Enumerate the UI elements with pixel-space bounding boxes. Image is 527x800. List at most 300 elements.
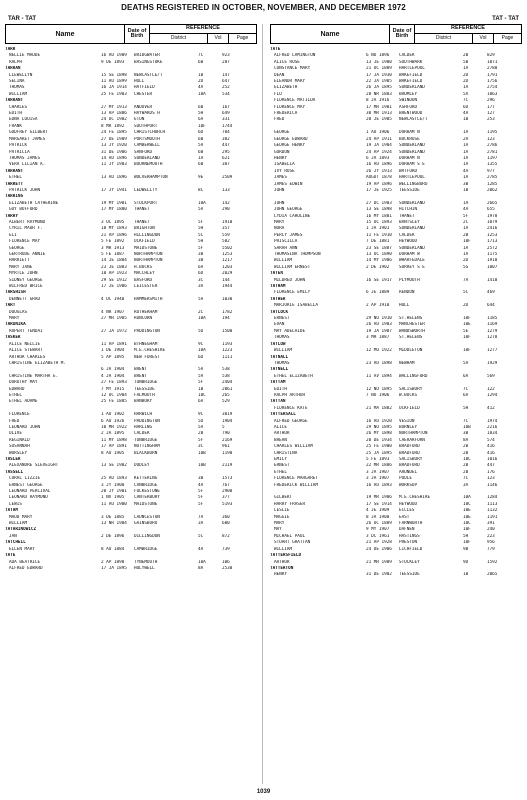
entry-district: DUDLEY xyxy=(134,463,150,469)
entry-page: 1185 xyxy=(487,316,498,322)
entry-name: MYRTLE JOHN xyxy=(9,271,38,277)
entry-vol: 3C xyxy=(198,277,204,283)
entry-date: 27 MR 1905 xyxy=(101,316,127,322)
entry-name: TARRY xyxy=(5,213,18,219)
entry-vol: 7C xyxy=(463,418,469,424)
entry-date: 17 JE 1925 xyxy=(366,187,392,193)
entry-vol: 1B xyxy=(463,572,469,578)
entry-name: ETHEL ELIZABETH xyxy=(274,373,313,379)
entry-name: JOHN xyxy=(274,200,285,206)
entry-vol: 10A xyxy=(463,495,471,501)
entry-vol: 2D xyxy=(463,303,469,309)
entry-vol: 6D xyxy=(198,130,204,136)
entry-name: TATE xyxy=(270,47,281,52)
entry-page: 391 xyxy=(487,521,495,527)
entry-page: 704 xyxy=(222,130,230,136)
entry-date: 16 AU 1909 xyxy=(101,53,127,59)
entry-district: MANCHESTER xyxy=(399,322,425,328)
entry-name: CHRISTINE MARTHA E. xyxy=(9,373,59,379)
entry-district: CHRISTCHURCH xyxy=(134,130,166,136)
entry-vol: 4A xyxy=(198,546,204,552)
entry-district: RUNCORN xyxy=(134,316,153,322)
entry-name: WILLIAM xyxy=(274,546,293,552)
entry-date: 16 AU 1920 xyxy=(366,418,392,424)
entry-vol: 10F xyxy=(198,123,206,129)
entry-vol: 6D xyxy=(463,104,469,110)
entry-page: 123 xyxy=(487,476,495,482)
entry-vol: 5A xyxy=(198,296,204,302)
entry-name: GUY BUFFORD xyxy=(9,207,38,213)
entry-district: BURNLEY xyxy=(399,424,418,430)
entry-date: 16 AU 1893 xyxy=(366,482,392,488)
entry-vol: 8C xyxy=(198,187,204,193)
entry-name: FLORENCE MARGARET xyxy=(274,476,318,482)
entry-row xyxy=(270,572,522,578)
entry-date: 11 JY 1903 xyxy=(101,162,127,168)
entry-name: GEORGE HENRY xyxy=(274,143,306,149)
entry-vol: 8A xyxy=(198,565,204,571)
entry-vol: 9C xyxy=(198,412,204,418)
entry-district: MIDDLETON xyxy=(399,348,423,354)
entry-vol: 2B xyxy=(463,53,469,59)
entry-district: CANTERBURY xyxy=(134,495,160,501)
entry-district: BRADFORD xyxy=(399,463,420,469)
entry-page: 649 xyxy=(222,111,230,117)
entry-vol: 9E xyxy=(198,175,204,181)
entry-name: SARAH ANN xyxy=(274,245,298,251)
entry-district: ST.HELENS xyxy=(399,335,423,341)
entry-date: 5 FE 1887 xyxy=(101,252,125,257)
entry-district: CHESTER xyxy=(134,91,153,97)
entry-name: REGINALD xyxy=(9,437,30,443)
entry-district: WHARFEDALE xyxy=(399,258,425,264)
entry-date: 29 SE 1912 xyxy=(101,277,127,283)
entry-district: H.BUCKS xyxy=(134,264,153,270)
entry-district: WOLVERHAMPTON xyxy=(134,175,168,181)
entry-name: ISABELLA xyxy=(274,162,295,168)
entry-name: BREAN xyxy=(274,437,287,443)
entry-district: BRIDGWATER xyxy=(134,53,160,59)
entry-page: 538 xyxy=(222,367,230,373)
entry-vol: 6A xyxy=(198,264,204,270)
entry-page: 829 xyxy=(487,53,495,59)
entry-district: SOUTHPORT xyxy=(134,123,158,129)
entry-vol: 8A xyxy=(463,437,469,443)
entry-district: FOLKESTONE xyxy=(134,489,160,495)
entry-page: 529 xyxy=(222,399,230,405)
entry-vol: 9B xyxy=(463,546,469,552)
entry-vol: 6B xyxy=(198,104,204,110)
entry-name: THOMAS xyxy=(274,360,290,366)
entry-page: 2572 xyxy=(487,245,498,251)
entry-page: 1910 xyxy=(487,258,498,264)
entry-vol: 10B xyxy=(198,463,206,469)
entry-district: CAMBRIDGE xyxy=(134,546,158,552)
entry-vol: 6D xyxy=(198,271,204,277)
entry-name: RALPH xyxy=(9,59,22,65)
entry-name: FLORENCE MAY xyxy=(9,239,41,245)
entry-name: TART xyxy=(5,303,16,309)
entry-name: TARSHISH xyxy=(5,290,26,296)
entry-name: JAMES EDWIN xyxy=(274,181,303,187)
entry-name: NORA xyxy=(274,226,285,232)
entry-name: SIDNEY GEORGE xyxy=(9,277,43,283)
entry-date: 8 JA 1900 xyxy=(366,514,390,520)
entry-name: TATTERSFIELD xyxy=(270,553,302,559)
entry-vol: 2D xyxy=(463,72,469,78)
entry-page: 582 xyxy=(222,239,230,245)
entry-vol: 10A xyxy=(198,316,206,322)
entry-page: 1910 xyxy=(222,219,233,225)
entry-name: WORSLEY xyxy=(9,450,28,456)
entry-vol: 7C xyxy=(463,476,469,482)
entry-district: CALDER xyxy=(399,232,415,238)
entry-district: NEWCASTLE/T xyxy=(134,72,163,78)
entry-page: 1278 xyxy=(487,335,498,341)
entry-name: MARY xyxy=(9,316,20,322)
entry-district: VESIUN xyxy=(399,418,415,424)
entry-date: 19 JA 1907 xyxy=(366,328,392,334)
entry-date: 7 MY 1915 xyxy=(101,386,125,392)
entry-name: ELIZABETH CATHERINE xyxy=(9,200,59,206)
entry-vol: 1A xyxy=(463,252,469,257)
entry-date: 15 OC 1893 xyxy=(366,219,392,225)
entry-date: 11 AU 1900 xyxy=(101,501,127,507)
entry-name: MARGARET JAMES xyxy=(9,136,46,142)
entry-date: 8 AU 1905 xyxy=(101,450,125,456)
entry-district: HARTLEPOOL xyxy=(399,175,425,181)
entry-name: ALBERT RAYMOND xyxy=(9,219,46,225)
entry-page: 377 xyxy=(222,495,230,501)
entry-page: 2786 xyxy=(487,143,498,149)
entry-date: 3 MR 1913 xyxy=(101,245,125,251)
entry-page: 1279 xyxy=(487,328,498,334)
entry-name: MARJORIE ISABELLA xyxy=(274,303,318,309)
page-header: Page xyxy=(229,34,257,44)
entry-vol: 10F xyxy=(463,335,471,341)
entry-vol: 10A xyxy=(198,559,206,565)
entry-vol: 10C xyxy=(463,521,471,527)
entry-name: THOMASINA THOMPSON xyxy=(274,252,321,257)
entry-district: SALISBURY xyxy=(399,457,423,462)
entry-date: 25 FE 1900 xyxy=(366,444,392,450)
entry-district: SOUTHWARK xyxy=(399,59,423,65)
vol-header: Vol xyxy=(208,34,229,44)
entry-name: TATNALL xyxy=(270,354,289,360)
date-of-birth-header: Date of Birth xyxy=(390,25,415,44)
entry-name: CHRISTINE ELIZABETH M. xyxy=(9,360,66,366)
entry-vol: 5A xyxy=(463,91,469,97)
entry-date: 6 JA 1904 xyxy=(101,367,125,373)
entry-district: POOLE xyxy=(399,476,412,482)
entry-name: GEORGE xyxy=(9,245,25,251)
entry-page: 1929 xyxy=(487,360,498,366)
entry-district: EAST xyxy=(399,514,410,520)
entry-page: 1169 xyxy=(487,322,498,328)
entry-district: BTHNEGHAM xyxy=(134,341,158,347)
entry-district: RUTHERHAM xyxy=(134,309,158,315)
entry-page: 1744 xyxy=(222,123,233,129)
entry-page: 1197 xyxy=(487,155,498,161)
entry-vol: 1A xyxy=(463,155,469,161)
entry-name: HARRY FRASER xyxy=(274,501,306,507)
entry-vol: 2B xyxy=(463,444,469,450)
entry-name: WILLIAM xyxy=(274,348,293,354)
entry-page: 416 xyxy=(487,450,495,456)
entry-district: DAFNEN xyxy=(399,527,415,533)
entry-name: ALFRED EDWARD xyxy=(9,565,43,571)
name-header: Name xyxy=(6,25,125,44)
entry-vol: 6A xyxy=(463,392,469,398)
entry-name: ELI xyxy=(9,232,17,238)
entry-name: LEONARD JOHN xyxy=(9,424,41,430)
entry-page: 1071 xyxy=(487,59,498,65)
entry-name: EVAN xyxy=(274,322,285,328)
entry-vol: 5C xyxy=(463,290,469,296)
entry-name: ALICE NELLIE xyxy=(9,341,41,347)
page-number: 1039 xyxy=(256,789,271,795)
right-entry-list xyxy=(270,47,522,579)
entry-page: 1284 xyxy=(487,495,498,501)
entry-district: BUCKROSE xyxy=(399,136,420,142)
entry-district: BASINGSTOKE xyxy=(134,59,163,65)
entry-vol: 1A xyxy=(463,200,469,206)
entry-date: 31 DE 1902 xyxy=(366,572,392,578)
column-divider xyxy=(262,24,263,784)
entry-name: TATTERTON xyxy=(270,565,294,571)
entry-date: 8 AU 1884 xyxy=(101,546,125,552)
entry-date: 13 JY 1920 xyxy=(101,143,127,149)
entry-date: 29 NO 1910 xyxy=(366,316,392,322)
entry-page: 2785 xyxy=(487,175,498,181)
entry-date: 1 AU 1902 xyxy=(101,412,125,418)
entry-date: 14 JE 1884 xyxy=(101,258,127,264)
entry-name: FLO xyxy=(274,91,282,97)
entry-name: TATLOCK xyxy=(270,309,289,315)
entry-date: 19 AP 1896 xyxy=(366,181,392,187)
entry-name: MARY xyxy=(274,219,285,225)
entry-district: UCKFIELD xyxy=(399,405,420,411)
entry-vol: 1A xyxy=(463,245,469,251)
entry-name: ALFRED LAMINGTON xyxy=(274,53,316,59)
entry-name: ALICE ROSE xyxy=(274,59,300,65)
entry-name: WILLIAM xyxy=(9,521,28,527)
entry-name: MARY JANE xyxy=(9,264,33,270)
entry-date: 4 JA 1904 xyxy=(101,373,125,379)
entry-date: 27 DC 1903 xyxy=(366,200,392,206)
entry-vol: 5H xyxy=(463,405,469,411)
entry-date: 11 AV 1894 xyxy=(366,373,392,379)
entry-vol: 6B xyxy=(198,59,204,65)
entry-date: 17 MY 1880 xyxy=(101,207,127,213)
entry-name: EDITH xyxy=(9,111,22,117)
entry-district: NORTHAMPTON xyxy=(134,258,163,264)
entry-page: 790 xyxy=(222,431,230,437)
entry-page: 1175 xyxy=(487,252,498,257)
entry-name: ARTHUR CHARLES xyxy=(9,354,46,360)
entry-vol: 6A xyxy=(198,117,204,123)
entry-vol: 3A xyxy=(198,521,204,527)
entry-date: 26 MY 1898 xyxy=(366,431,392,437)
entry-vol: 5G xyxy=(463,264,469,270)
entry-page: 1016 xyxy=(487,457,498,462)
entry-name: DENNETT GRAD xyxy=(9,296,41,302)
entry-district: HULL xyxy=(134,79,145,85)
entry-date: 24 FE 1895 xyxy=(101,130,127,136)
entry-page: 2065 xyxy=(487,572,498,578)
entry-name: PATRICIA xyxy=(9,149,30,155)
entry-date: 24 DE 1906 xyxy=(366,546,392,552)
entry-district: THANET xyxy=(134,219,150,225)
entry-page: 1007 xyxy=(487,264,498,270)
entry-name: TATLOW xyxy=(270,341,286,347)
entry-date: 3 JY 1900 xyxy=(101,482,125,488)
entry-name: ERNEST xyxy=(274,316,290,322)
entry-name: TATNELL xyxy=(270,367,289,373)
entry-name: ALEXANDRE SLEVEIGHT xyxy=(9,463,59,469)
entry-page: 122 xyxy=(487,386,495,392)
entry-district: DURHAM W xyxy=(399,252,420,257)
entry-district: HAYWARDS H xyxy=(134,111,160,117)
entry-district: HARLING xyxy=(134,424,153,430)
entry-date: 13 SE 1898 xyxy=(366,207,392,213)
entry-name: MILDRED JOHN xyxy=(274,277,306,283)
entry-date: 27 MY 1913 xyxy=(101,104,127,110)
entry-vol: 7C xyxy=(198,53,204,59)
entry-district: CAERARFORN xyxy=(399,437,425,443)
entry-district: PADDINGTON xyxy=(134,418,160,424)
entry-district: BRENTWOOD xyxy=(399,111,423,117)
entry-district: LEICESTER xyxy=(134,284,158,290)
entry-name: WILLIAM ERNEST xyxy=(274,264,311,270)
entry-district: TONBRIDGE xyxy=(134,437,158,443)
entry-name: TARRING xyxy=(5,194,24,200)
entry-page: 295 xyxy=(222,149,230,155)
entry-date: 2 JA 1895 xyxy=(101,431,125,437)
entry-district: PLYMOUTH xyxy=(399,277,420,283)
entry-date: 13 JE 1900 xyxy=(366,59,392,65)
entry-district: SALISBURY xyxy=(399,386,423,392)
entry-date: 17 JY 1941 xyxy=(101,187,127,193)
entry-page: 574 xyxy=(487,437,495,443)
entry-date: 17 JA 1895 xyxy=(101,565,127,571)
entry-name: MARY xyxy=(274,521,285,527)
entry-date: 4 OC 1940 xyxy=(101,296,125,302)
entry-name: PATRICK JOHN xyxy=(9,187,41,193)
entry-name: CHARLES xyxy=(9,104,28,110)
entry-page: 1782 xyxy=(222,309,233,315)
entry-page: 1573 xyxy=(222,476,233,482)
entry-date: 11 AU 1899 xyxy=(101,79,127,85)
entry-vol: 7A xyxy=(198,514,204,520)
entry-date: 27 FE 1893 xyxy=(101,380,127,386)
entry-district: BANTSLEY xyxy=(399,219,420,225)
entry-date: 23 AU 1898 xyxy=(366,360,392,366)
entry-page: 1974 xyxy=(487,418,498,424)
entry-page: 2029 xyxy=(222,271,233,277)
entry-district: NORTHAMPTON xyxy=(399,431,428,437)
entry-name: WILLIAM xyxy=(274,258,293,264)
entry-date: 17 JA 1930 xyxy=(366,72,392,78)
entry-date: 17 JE 1906 xyxy=(101,284,127,290)
entry-vol: 9D xyxy=(463,559,469,565)
entry-page: 416 xyxy=(487,444,495,450)
date-of-birth-header: Date of Birth xyxy=(125,25,150,44)
entry-district: FALMOUTH xyxy=(134,392,155,398)
district-header: District xyxy=(150,34,208,44)
entry-district: W.BUCKS xyxy=(399,392,418,398)
entry-vol: 10C xyxy=(463,457,471,462)
entry-date: 3 DC 1961 xyxy=(366,533,390,539)
entry-vol: 1B xyxy=(463,187,469,193)
entry-page: 106 xyxy=(222,559,230,565)
entry-district: TEESSIDE xyxy=(399,187,420,193)
entry-name: TATTAM xyxy=(270,380,286,386)
entry-district: NEW FOREST xyxy=(134,354,160,360)
entry-date: 16 JA 1914 xyxy=(101,85,127,91)
entry-name: NELLIE MAUDE xyxy=(9,53,41,59)
entry-vol: 1A xyxy=(463,149,469,155)
entry-page: 240 xyxy=(487,527,495,533)
entry-date: 23 JE 1883 xyxy=(101,264,127,270)
entry-district: SUNDERLAND xyxy=(134,155,160,161)
entry-district: HEYWOOD xyxy=(399,501,418,507)
entry-page: 2754 xyxy=(487,85,498,91)
entry-district: GAINSBORO xyxy=(134,521,158,527)
entry-name: TATHER xyxy=(270,296,286,302)
entry-district: WALLINGFORD xyxy=(399,373,428,379)
entry-date: 24 AP 1911 xyxy=(366,136,392,142)
entry-vol: 2D xyxy=(463,79,469,85)
entry-district: NORTHAMPTON xyxy=(134,252,163,257)
entry-district: TEESSIDE xyxy=(134,386,155,392)
page-title: DEATHS REGISTERED IN OCTOBER, NOVEMBER, AND DECEMBER 1972 xyxy=(121,3,406,12)
entry-date: 17 AP 1891 xyxy=(101,444,127,450)
entry-vol: 2D xyxy=(198,79,204,85)
entry-page: 1223 xyxy=(222,348,233,354)
entry-name: HENRY xyxy=(274,155,287,161)
entry-name: PERCY JAMES xyxy=(274,232,303,238)
entry-page: 1113 xyxy=(487,501,498,507)
entry-date: 2 DE 1896 xyxy=(101,533,125,539)
entry-date: 19 JA 1904 xyxy=(366,143,392,149)
entry-page: 1132 xyxy=(487,508,498,514)
entry-name: JAN xyxy=(9,533,17,539)
entry-vol: 10C xyxy=(463,501,471,507)
entry-district: PADDINGTON xyxy=(134,328,160,334)
entry-name: TATEN xyxy=(270,271,283,277)
entry-date: 1 NV 1905 xyxy=(101,495,125,501)
entry-name: ERNEST GEORGE xyxy=(9,482,43,488)
entry-district: BASFORD xyxy=(134,277,153,283)
entry-page: 1500 xyxy=(222,328,233,334)
entry-page: 357 xyxy=(222,226,230,232)
entry-name: MAY ADELAIDE xyxy=(274,328,306,334)
entry-district: HATFIELD xyxy=(134,85,155,91)
entry-date: 5 AP 1895 xyxy=(101,354,125,360)
entry-name: ERNEST xyxy=(274,463,290,469)
entry-vol: 5D xyxy=(198,418,204,424)
entry-district: LEDWELLTY xyxy=(134,187,158,193)
entry-page: 2119 xyxy=(222,463,233,469)
entry-vol: 3A xyxy=(463,482,469,488)
entry-page: 1713 xyxy=(487,239,498,245)
entry-name: GODFREY GILBERT xyxy=(9,130,48,136)
entry-page: 1756 xyxy=(487,79,498,85)
entry-name: ETHEL ADAME xyxy=(9,399,38,405)
entry-name: MAY xyxy=(274,527,282,533)
entry-date: 3 JA 1907 xyxy=(366,469,390,475)
